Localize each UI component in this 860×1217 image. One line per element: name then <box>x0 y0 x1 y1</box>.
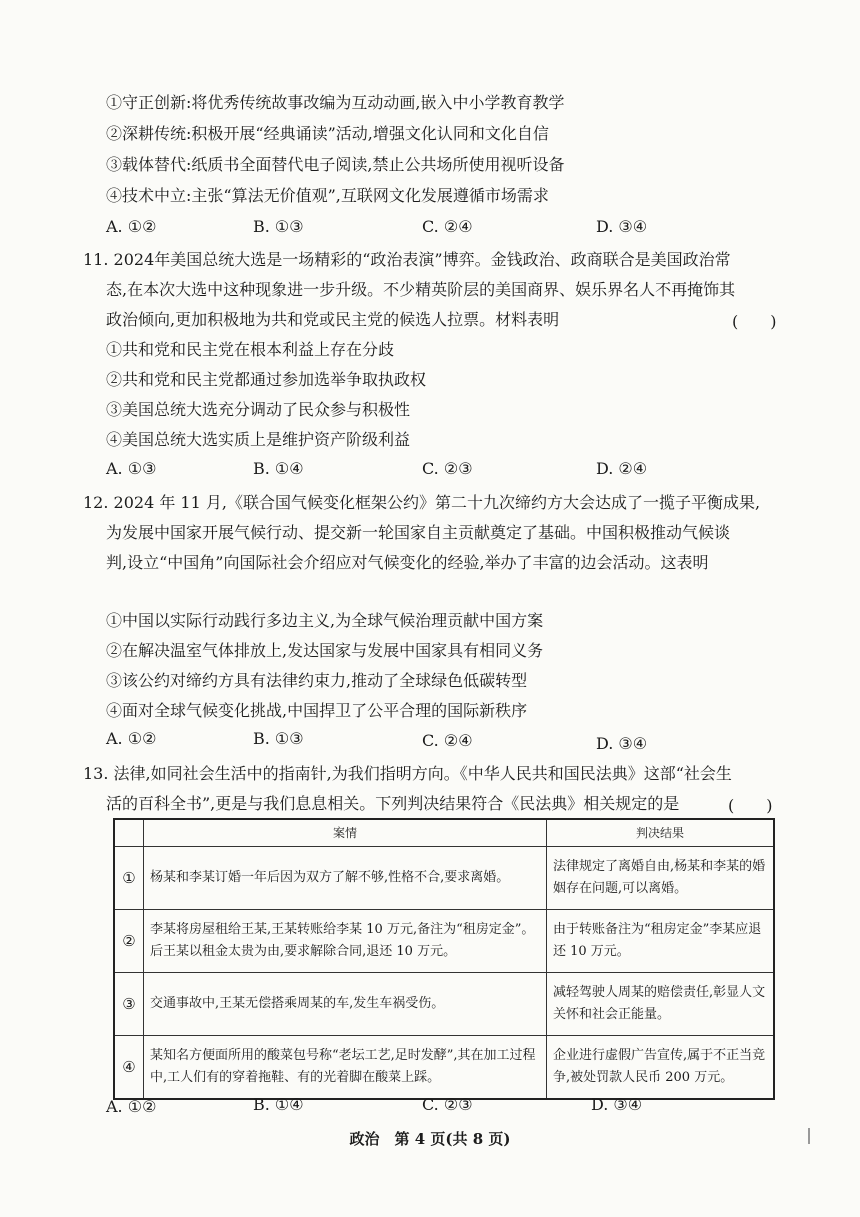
row-case: 杨某和李某订婚一年后因为双方了解不够,性格不合,要求离婚。 <box>144 847 547 910</box>
table-row <box>114 973 774 1036</box>
row-result: 由于转账备注为“租房定金”李某应退还 10 万元。 <box>547 910 775 973</box>
q13-stem-line-1: 13. 法律,如同社会生活中的指南针,为我们指明方向。《中华人民共和国民法典》这部“社会生 <box>83 764 732 783</box>
q10-item-4: ④技术中立:主张“算法无价值观”,互联网文化发展遵循市场需求 <box>106 186 549 205</box>
q12-item-4: ④面对全球气候变化挑战,中国捍卫了公平合理的国际新秩序 <box>106 701 528 720</box>
q11-stem-line-3: 政治倾向,更加积极地为共和党或民主党的候选人拉票。材料表明 <box>106 310 560 329</box>
header-case: 案情 <box>144 819 547 847</box>
row-result: 法律规定了离婚自由,杨某和李某的婚姻存在问题,可以离婚。 <box>547 847 775 910</box>
q11-option-d: D. ②④ <box>596 459 648 478</box>
q12-stem-line-2: 为发展中国家开展气候行动、提交新一轮国家自主贡献奠定了基础。中国积极推动气候谈 <box>106 523 731 542</box>
q11-answer-paren: ( ) <box>732 312 777 331</box>
row-case: 李某将房屋租给王某,王某转账给李某 10 万元,备注为“租房定金”。后王某以租金太贵为由,要求解除合同,退还 10 万元。 <box>144 910 547 973</box>
q12-item-1: ①中国以实际行动践行多边主义,为全球气候治理贡献中国方案 <box>106 611 544 630</box>
row-result: 企业进行虚假广告宣传,属于不正当竞争,被处罚款人民币 200 万元。 <box>547 1036 775 1100</box>
row-result: 减轻驾驶人周某的赔偿责任,彰显人文关怀和社会正能量。 <box>547 973 775 1036</box>
case-table <box>113 818 775 1100</box>
q12-stem-line-3: 判,设立“中国角”向国际社会介绍应对气候变化的经验,举办了丰富的边会活动。这表明 <box>106 553 709 572</box>
row-number: ① <box>114 847 144 910</box>
q11-item-2: ②共和党和民主党都通过参加选举争取执政权 <box>106 370 427 389</box>
q10-option-d: D. ③④ <box>596 217 648 236</box>
q10-option-c: C. ②④ <box>422 217 473 236</box>
q13-stem-line-2: 活的百科全书”,更是与我们息息相关。下列判决结果符合《民法典》相关规定的是 <box>106 794 680 813</box>
row-number: ③ <box>114 973 144 1036</box>
header-result: 判决结果 <box>547 819 775 847</box>
q13-option-d: D. ③④ <box>591 1095 643 1114</box>
q11-option-b: B. ①④ <box>253 459 304 478</box>
row-number: ② <box>114 910 144 973</box>
q10-item-3: ③载体替代:纸质书全面替代电子阅读,禁止公共场所使用视听设备 <box>106 155 565 174</box>
q11-item-4: ④美国总统大选实质上是维护资产阶级利益 <box>106 430 411 449</box>
q11-item-1: ①共和党和民主党在根本利益上存在分歧 <box>106 340 395 359</box>
q12-option-a: A. ①② <box>106 729 157 748</box>
q12-item-3: ③该公约对缔约方具有法律约束力,推动了全球绿色低碳转型 <box>106 671 528 690</box>
q12-stem-line-1: 12. 2024 年 11 月,《联合国气候变化框架公约》第二十九次缔约方大会达成了一揽子平衡成果, <box>83 493 761 512</box>
q12-option-c: C. ②④ <box>422 731 473 750</box>
q12-option-b: B. ①③ <box>253 729 304 748</box>
q11-option-c: C. ②③ <box>422 459 473 478</box>
scan-edge-mark <box>808 1128 810 1144</box>
q10-option-a: A. ①② <box>106 217 157 236</box>
q13-option-a: A. ①② <box>106 1097 157 1116</box>
q10-item-1: ①守正创新:将优秀传统故事改编为互动动画,嵌入中小学教育教学 <box>106 93 565 112</box>
row-number: ④ <box>114 1036 144 1100</box>
table-row <box>114 847 774 910</box>
q10-option-b: B. ①③ <box>253 217 304 236</box>
q13-option-c: C. ②③ <box>422 1095 473 1114</box>
row-case: 交通事故中,王某无偿搭乘周某的车,发生车祸受伤。 <box>144 973 547 1036</box>
q12-option-d: D. ③④ <box>596 734 648 753</box>
q11-stem-line-2: 态,在本次大选中这种现象进一步升级。不少精英阶层的美国商界、娱乐界名人不再掩饰其 <box>106 280 736 299</box>
table-row <box>114 910 774 973</box>
q12-item-2: ②在解决温室气体排放上,发达国家与发展中国家具有相同义务 <box>106 641 544 660</box>
q11-option-a: A. ①③ <box>106 459 157 478</box>
q13-answer-paren: ( ) <box>728 796 773 815</box>
row-case: 某知名方便面所用的酸菜包号称“老坛工艺,足时发酵”,其在加工过程中,工人们有的穿着拖鞋、有的光着脚在酸菜上踩。 <box>144 1036 547 1100</box>
header-blank <box>114 819 144 847</box>
q11-stem-line-1: 11. 2024年美国总统大选是一场精彩的“政治表演”博弈。金钱政治、政商联合是美国政治常 <box>83 250 731 269</box>
page-footer: 政治 第 4 页(共 8 页) <box>349 1130 511 1148</box>
q13-option-b: B. ①④ <box>253 1095 304 1114</box>
q11-item-3: ③美国总统大选充分调动了民众参与积极性 <box>106 400 411 419</box>
q10-item-2: ②深耕传统:积极开展“经典诵读”活动,增强文化认同和文化自信 <box>106 124 549 143</box>
table-row <box>114 1036 774 1100</box>
case-table-header <box>114 819 774 847</box>
